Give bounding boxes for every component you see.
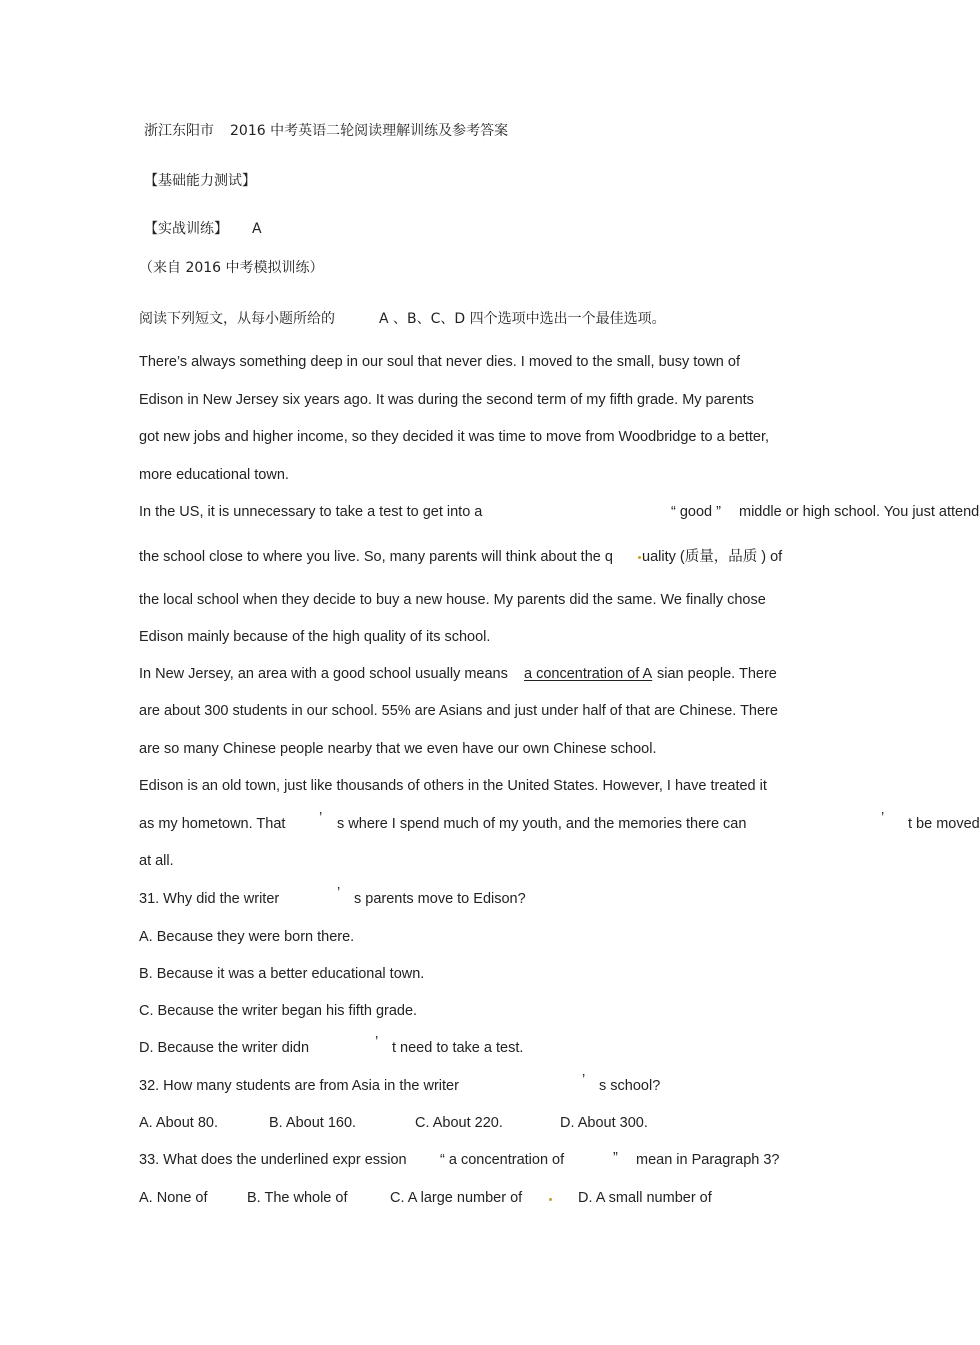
question-31: [139, 885, 639, 908]
passage-p3-line1: [139, 665, 839, 683]
q31-option-d-part-a: D. Because the writer didn: [139, 1040, 310, 1056]
q31-apostrophe: ’: [337, 885, 341, 901]
q33-option-d: D. A small number of: [578, 1190, 712, 1206]
passage-p3-line3: are so many Chinese people nearby that we even have our own Chinese school.: [139, 741, 657, 757]
instruction: [139, 310, 666, 328]
p2-line2-part-b: uality (质量，品质 ) of: [642, 549, 783, 565]
instruction-part-b: A 、B、C、D 四个选项中选出一个最佳选项。: [379, 311, 666, 327]
q31-option-d-part-c: t need to take a test.: [392, 1040, 524, 1056]
p3-line1-part-a: In New Jersey, an area with a good school usually means: [139, 666, 508, 682]
q32-part-c: s school?: [599, 1078, 661, 1094]
q31-part-a: 31. Why did the writer: [139, 891, 280, 907]
p4-line2-apostrophe-1: ’: [319, 810, 323, 826]
section-practice-label: 【实战训练】: [144, 221, 228, 237]
section-letter: A: [252, 221, 262, 237]
passage-p2-line4: Edison mainly because of the high quality of its school.: [139, 629, 491, 645]
passage-p3-line2: are about 300 students in our school. 55% are Asians and just under half of that are Chinese. There: [139, 703, 778, 719]
q33-options: [139, 1189, 789, 1207]
title-rest: 2016 中考英语二轮阅读理解训练及参考答案: [230, 123, 509, 139]
q32-option-d: D. About 300.: [560, 1115, 648, 1131]
passage-p1-line2: Edison in New Jersey six years ago. It was during the second term of my fifth grade. My parents: [139, 392, 754, 408]
q32-apostrophe: ’: [582, 1072, 586, 1088]
title-prefix: 浙江东阳市: [144, 123, 214, 139]
q33-option-a: A. None of: [139, 1190, 208, 1206]
q33-part-d: mean in Paragraph 3?: [636, 1152, 780, 1168]
p4-line2-part-c: s where I spend much of my youth, and the memories there can: [337, 816, 747, 832]
document-title: [144, 122, 509, 140]
q33-quoted-phrase: “ a concentration of: [440, 1152, 565, 1168]
q31-option-c: C. Because the writer began his fifth grade.: [139, 1003, 418, 1019]
passage-p4-line3: at all.: [139, 853, 174, 869]
passage-p2-line3: the local school when they decide to buy a new house. My parents did the same. We finally chose: [139, 592, 766, 608]
p3-line1-part-c: sian people. There: [657, 666, 777, 682]
p2-line1-part-c: middle or high school. You just attend: [739, 504, 980, 520]
p2-line1-part-a: In the US, it is unnecessary to take a test to get into a: [139, 504, 483, 520]
underlined-expression: a concentration of A: [524, 666, 653, 682]
q31-option-d: [139, 1034, 639, 1057]
q31-option-b: B. Because it was a better educational town.: [139, 966, 425, 982]
section-practice-heading: [144, 220, 262, 238]
passage-p2-line1: [139, 503, 980, 521]
p4-line2-part-e: t be moved: [908, 816, 980, 832]
section-basic-heading: 【基础能力测试】: [144, 173, 256, 189]
speck-mark: [638, 556, 641, 559]
question-32: [139, 1072, 739, 1095]
p2-line2-part-a: the school close to where you live. So, many parents will think about the q: [139, 549, 613, 565]
q33-close-quote: ”: [613, 1150, 618, 1166]
question-33: [139, 1151, 839, 1169]
q33-option-b: B. The whole of: [247, 1190, 348, 1206]
passage-p4-line2: [139, 810, 980, 833]
q31-option-a: A. Because they were born there.: [139, 929, 355, 945]
q32-option-a: A. About 80.: [139, 1115, 219, 1131]
q33-part-a: 33. What does the underlined expr ession: [139, 1152, 407, 1168]
passage-p1-line4: more educational town.: [139, 467, 289, 483]
passage-p4-line1: Edison is an old town, just like thousands of others in the United States. However, I have treated it: [139, 778, 767, 794]
p4-line2-apostrophe-2: ’: [881, 810, 885, 826]
instruction-part-a: 阅读下列短文，从每小题所给的: [139, 311, 335, 327]
passage-p2-line2: [139, 548, 839, 566]
q32-options: [139, 1114, 739, 1132]
q33-option-c: C. A large number of: [390, 1190, 523, 1206]
q32-option-c: C. About 220.: [415, 1115, 503, 1131]
q32-part-a: 32. How many students are from Asia in the writer: [139, 1078, 459, 1094]
q31-part-c: s parents move to Edison?: [354, 891, 526, 907]
q32-option-b: B. About 160.: [269, 1115, 357, 1131]
p2-line1-good: “ good ”: [671, 504, 721, 520]
q31-option-d-apostrophe: ’: [375, 1034, 379, 1050]
p4-line2-part-a: as my hometown. That: [139, 816, 286, 832]
passage-p1-line1: There’s always something deep in our soul that never dies. I moved to the small, busy town of: [139, 354, 740, 370]
source-note: （来自 2016 中考模拟训练）: [139, 260, 324, 276]
passage-p1-line3: got new jobs and higher income, so they decided it was time to move from Woodbridge to a better,: [139, 429, 770, 445]
speck-mark-2: [549, 1198, 552, 1201]
